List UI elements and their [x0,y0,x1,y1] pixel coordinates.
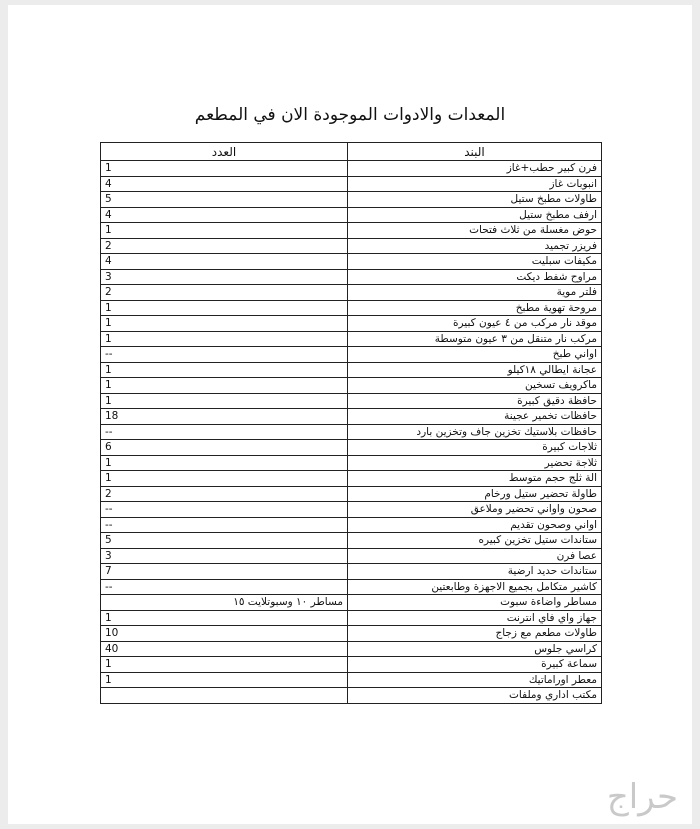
count-cell: 3 [101,269,348,285]
item-cell: انبوبات غاز [348,176,602,192]
item-cell: كاشير متكامل بجميع الاجهزة وطابعتين [348,579,602,595]
count-cell: 2 [101,486,348,502]
table-row [101,331,602,347]
count-cell: 1 [101,471,348,487]
table-row [101,424,602,440]
table-row [101,517,602,533]
item-cell: طاولة تحضير ستيل ورخام [348,486,602,502]
table-row [101,502,602,518]
watermark-logo: حراج [606,777,678,817]
item-cell: موقد نار مركب من ٤ عيون كبيرة [348,316,602,332]
count-cell: 3 [101,548,348,564]
count-cell: 1 [101,331,348,347]
count-cell: 5 [101,192,348,208]
table-row [101,269,602,285]
count-cell: 1 [101,300,348,316]
count-cell: 1 [101,393,348,409]
item-cell: ثلاجات كبيرة [348,440,602,456]
count-cell: 2 [101,285,348,301]
item-cell: مروحة تهوية مطبخ [348,300,602,316]
count-cell: 1 [101,672,348,688]
table-row [101,238,602,254]
item-cell: معطر اوراماتيك [348,672,602,688]
table-row [101,316,602,332]
item-cell: طاولات مطبخ ستيل [348,192,602,208]
page-title: المعدات والادوات الموجودة الان في المطعم [194,105,506,125]
table-row [101,672,602,688]
table-row [101,486,602,502]
item-cell: مكتب اداري وملفات [348,688,602,704]
table-row [101,471,602,487]
item-cell: مكيفات سبليت [348,254,602,270]
count-cell: 1 [101,378,348,394]
count-cell: 1 [101,455,348,471]
count-cell: 6 [101,440,348,456]
item-cell: حوض مغسلة من ثلاث فتحات [348,223,602,239]
table-row [101,393,602,409]
item-cell: ماكرويف تسخين [348,378,602,394]
item-cell: حافظات تخمير عجينة [348,409,602,425]
table-row [101,610,602,626]
table-row [101,533,602,549]
count-cell: 1 [101,316,348,332]
item-cell: فرن كبير حطب+غاز [348,161,602,177]
item-cell: فلتر موية [348,285,602,301]
count-cell: 1 [101,223,348,239]
table-row [101,176,602,192]
item-cell: اواني طبخ [348,347,602,363]
table-row [101,223,602,239]
table-row [101,192,602,208]
table-row [101,254,602,270]
item-cell: كراسي جلوس [348,641,602,657]
item-cell: سماعة كبيرة [348,657,602,673]
count-cell: -- [101,579,348,595]
table-body [101,161,602,704]
item-cell: جهاز واي فاي انترنت [348,610,602,626]
count-cell: -- [101,424,348,440]
header-item: البند [348,143,602,161]
item-cell: الة ثلج حجم متوسط [348,471,602,487]
count-cell: 1 [101,362,348,378]
table-row [101,300,602,316]
count-cell: 10 [101,626,348,642]
header-count: العدد [101,143,348,161]
count-cell: 2 [101,238,348,254]
item-cell: طاولات مطعم مع زجاج [348,626,602,642]
table-row [101,657,602,673]
item-cell: مراوح شفط ديكت [348,269,602,285]
item-cell: فريزر تجميد [348,238,602,254]
count-cell: -- [101,517,348,533]
table-row [101,440,602,456]
table-row [101,595,602,611]
count-cell: 4 [101,176,348,192]
table-row [101,285,602,301]
count-cell: 1 [101,657,348,673]
count-cell: -- [101,502,348,518]
count-cell: 1 [101,161,348,177]
table-row [101,564,602,580]
item-cell: ستاندات ستيل تخزين كبيره [348,533,602,549]
count-cell: 4 [101,207,348,223]
count-cell: مساطر ١٠ وسبوتلايت ١٥ [101,595,348,611]
count-cell: 1 [101,610,348,626]
count-cell: 5 [101,533,348,549]
item-cell: ستاندات حديد ارضية [348,564,602,580]
item-cell: ثلاجة تحضير [348,455,602,471]
equipment-table [100,142,602,704]
table-row [101,378,602,394]
table-row [101,548,602,564]
table-row [101,207,602,223]
table-row [101,688,602,704]
count-cell: 4 [101,254,348,270]
table-row [101,362,602,378]
table-row [101,455,602,471]
item-cell: مركب نار متنقل من ٣ عيون متوسطة [348,331,602,347]
item-cell: مساطر واضاءة سبوت [348,595,602,611]
count-cell: 7 [101,564,348,580]
count-cell: 40 [101,641,348,657]
item-cell: عصا فرن [348,548,602,564]
table-row [101,347,602,363]
table-header-row [101,143,602,161]
table-row [101,161,602,177]
item-cell: ارفف مطبخ ستيل [348,207,602,223]
table-row [101,579,602,595]
item-cell: اواني وصحون تقديم [348,517,602,533]
table-row [101,409,602,425]
item-cell: صحون واواني تحضير وملاعق [348,502,602,518]
count-cell: -- [101,347,348,363]
table-row [101,626,602,642]
item-cell: عجانة ايطالي ١٨كيلو [348,362,602,378]
item-cell: حافظات بلاستيك تخزين جاف وتخزين بارد [348,424,602,440]
count-cell [101,688,348,704]
item-cell: حافظة دقيق كبيرة [348,393,602,409]
table-row [101,641,602,657]
count-cell: 18 [101,409,348,425]
